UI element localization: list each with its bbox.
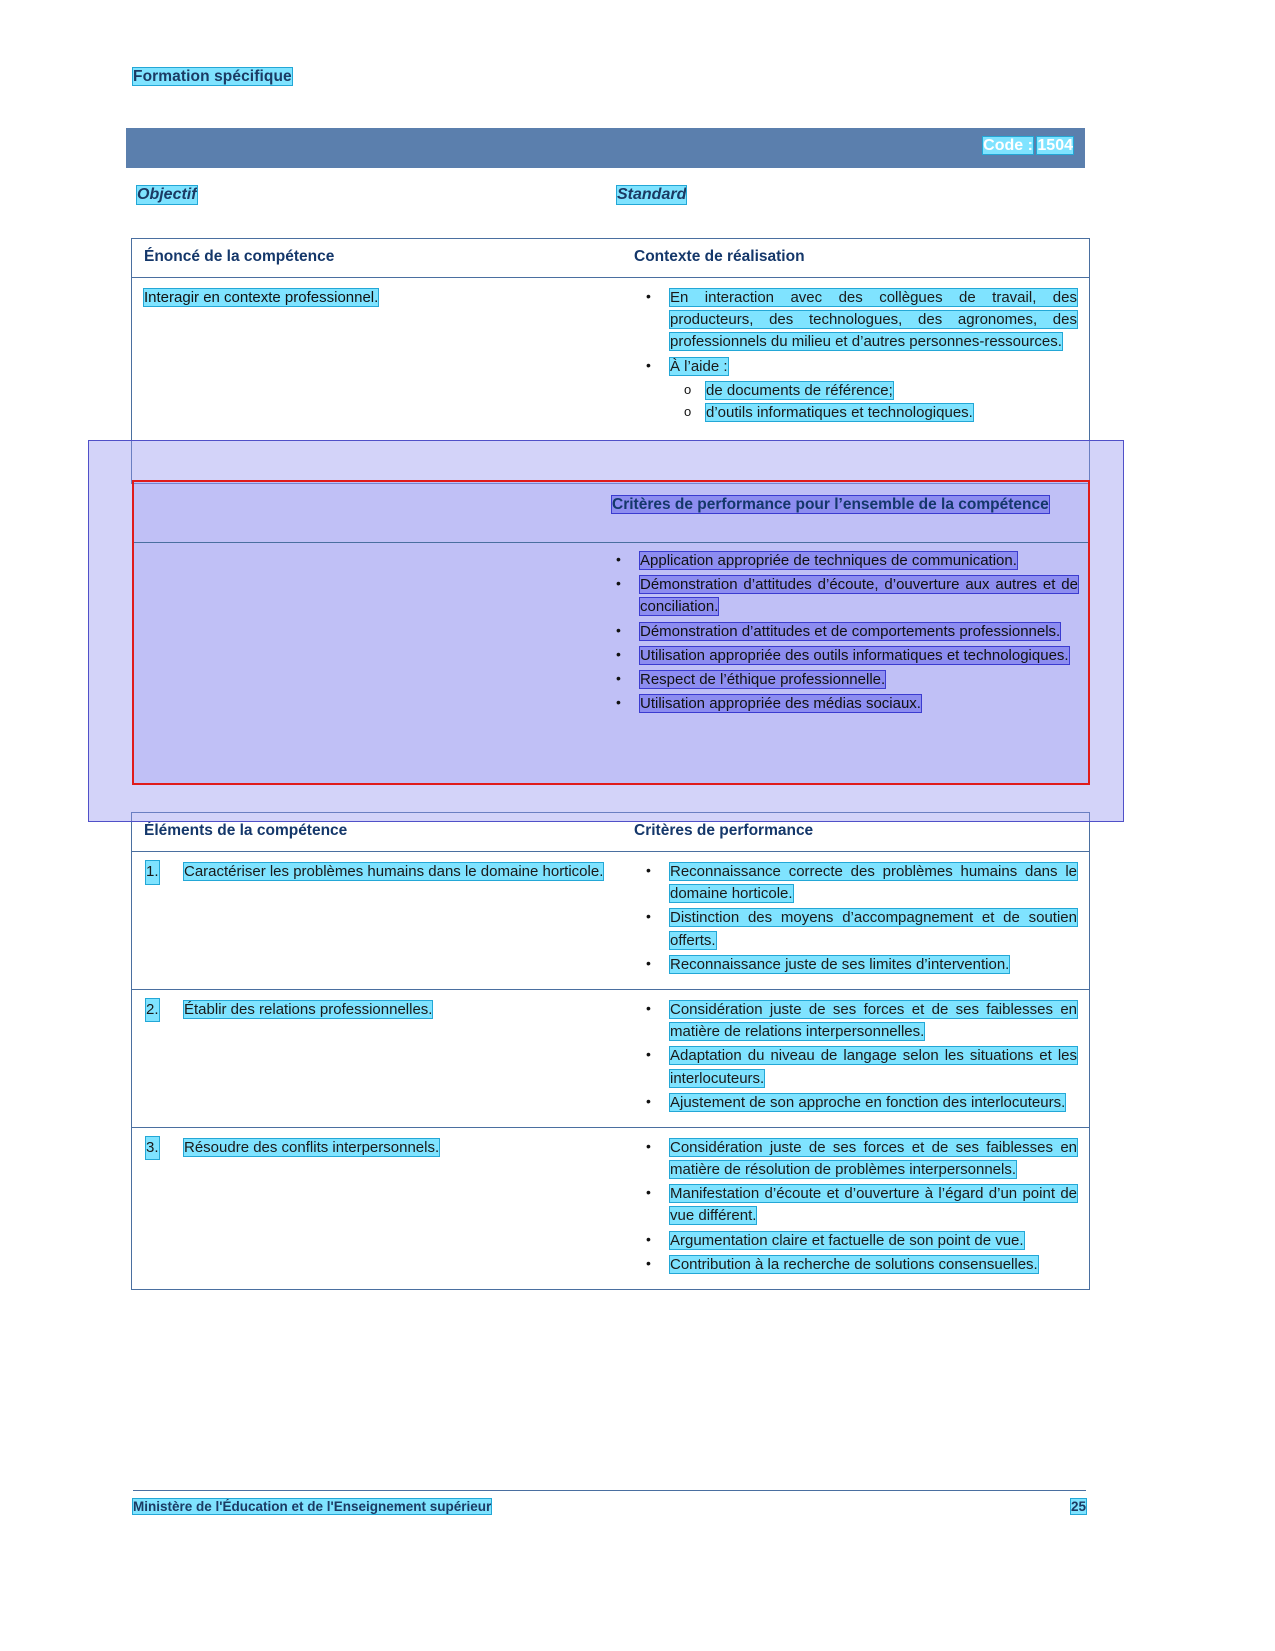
code-field <box>983 137 1073 155</box>
list-item <box>634 907 1077 951</box>
element-numbered-item <box>144 1137 612 1160</box>
list-item <box>604 550 1078 572</box>
contexte-item-1: En interaction avec des collègues de travail, des producteurs, des technologues, des agronomes, des professionnels du milieu et d’autres personnes-ressources. <box>670 289 1077 351</box>
table-row <box>132 1128 1089 1289</box>
criteria-3-3: Argumentation claire et factuelle de son point de vue. <box>670 1231 1024 1249</box>
list-item <box>144 999 612 1022</box>
element-text-3: Résoudre des conflits interpersonnels. <box>184 1138 440 1156</box>
list-item <box>634 1254 1077 1276</box>
list-item <box>634 1137 1077 1181</box>
criteria-list <box>634 999 1077 1114</box>
footer-ministry: Ministère de l'Éducation et de l'Enseignement supérieur <box>133 1499 492 1514</box>
element-number-3: 3. <box>146 1137 159 1160</box>
criteria-2-1: Considération juste de ses forces et de ses faiblesses en matière de relations interpersonnelles. <box>670 1000 1077 1041</box>
code-value: 1504 <box>1037 137 1073 154</box>
header-contexte-label: Contexte de réalisation <box>634 248 805 265</box>
list-item <box>634 999 1077 1043</box>
criteria-cell <box>624 1128 1089 1289</box>
list-item <box>634 1230 1077 1252</box>
page-footer <box>133 1499 1086 1514</box>
contexte-item-2: À l’aide : <box>670 357 728 375</box>
list-item <box>670 380 1077 402</box>
objectif-standard-row <box>137 186 1087 206</box>
table-header-row <box>132 239 1089 278</box>
criteria-2-3: Ajustement de son approche en fonction des interlocuteurs. <box>670 1093 1066 1111</box>
table-row <box>132 852 1089 990</box>
element-numbered-item <box>144 999 612 1022</box>
list-item <box>634 1092 1077 1114</box>
header-cell-contexte <box>624 239 1089 277</box>
list-item <box>604 693 1078 715</box>
table-row <box>132 990 1089 1128</box>
list-item <box>604 574 1078 618</box>
header-criteres-label: Critères de performance <box>634 822 814 839</box>
criteria-3-2: Manifestation d’écoute et d’ouverture à l’égard d’un point de vue différent. <box>670 1185 1077 1225</box>
selection-overlay <box>88 440 1124 822</box>
element-number-2: 2. <box>146 999 159 1022</box>
criteria-ensemble-list <box>604 550 1078 717</box>
divider <box>134 542 1088 543</box>
header-elements-label: Éléments de la compétence <box>144 822 348 839</box>
criteria-item-4: Utilisation appropriée des outils informatiques et technologiques. <box>640 646 1069 664</box>
criteria-ensemble-heading <box>612 493 1074 516</box>
criteria-1-1: Reconnaissance correcte des problèmes humains dans le domaine horticole. <box>670 863 1077 903</box>
element-numbered-item <box>144 861 612 884</box>
list-item <box>604 669 1078 691</box>
code-band <box>126 128 1085 168</box>
running-head <box>133 68 292 86</box>
list-item <box>144 1137 612 1160</box>
criteria-ensemble-heading-text: Critères de performance pour l’ensemble de la compétence <box>612 496 1049 513</box>
element-text-1: Caractériser les problèmes humains dans le domaine horticole. <box>184 863 604 880</box>
contexte-list <box>634 287 1077 424</box>
list-item <box>634 861 1077 905</box>
code-label: Code : <box>983 137 1033 154</box>
page-number: 25 <box>1070 1499 1086 1514</box>
list-item <box>144 861 612 884</box>
criteria-item-2: Démonstration d’attitudes d’écoute, d’ouverture aux autres et de conciliation. <box>640 576 1078 616</box>
contexte-subitem-2: d’outils informatiques et technologiques. <box>706 403 973 421</box>
criteria-item-6: Utilisation appropriée des médias sociaux. <box>640 695 921 713</box>
list-item <box>634 356 1077 425</box>
list-item <box>634 954 1077 976</box>
criteria-3-4: Contribution à la recherche de solutions consensuelles. <box>670 1255 1038 1273</box>
list-item <box>634 1183 1077 1227</box>
footer-divider <box>133 1490 1086 1491</box>
highlighted-region <box>132 480 1090 785</box>
criteria-1-2: Distinction des moyens d’accompagnement et de soutien offerts. <box>670 909 1077 949</box>
competence-statement-text: Interagir en contexte professionnel. <box>144 289 379 306</box>
criteria-cell <box>624 852 1089 989</box>
criteria-cell <box>624 990 1089 1127</box>
criteria-2-2: Adaptation du niveau de langage selon les situations et les interlocuteurs. <box>670 1047 1077 1087</box>
list-item <box>604 645 1078 667</box>
header-cell-enonce <box>132 239 624 277</box>
criteria-list <box>634 861 1077 976</box>
list-item <box>670 402 1077 424</box>
criteria-item-1: Application appropriée de techniques de communication. <box>640 552 1017 569</box>
list-item <box>634 287 1077 354</box>
criteria-1-3: Reconnaissance juste de ses limites d’intervention. <box>670 955 1010 973</box>
running-head-label: Formation spécifique <box>133 68 292 85</box>
contexte-sublist <box>670 380 1077 424</box>
element-cell <box>132 990 624 1127</box>
list-item <box>634 1045 1077 1089</box>
objectif-label: Objectif <box>137 186 197 203</box>
element-cell <box>132 852 624 989</box>
competence-statement <box>144 287 612 309</box>
criteria-item-3: Démonstration d’attitudes et de comportements professionnels. <box>640 622 1061 640</box>
contexte-subitem-1: de documents de référence; <box>706 381 893 399</box>
elements-criteria-table <box>131 812 1090 1290</box>
element-text-2: Établir des relations professionnelles. <box>184 1000 433 1018</box>
criteria-3-1: Considération juste de ses forces et de ses faiblesses en matière de résolution de problèmes interpersonnels. <box>670 1138 1077 1179</box>
standard-label: Standard <box>617 186 687 203</box>
list-item <box>604 621 1078 643</box>
criteria-item-5: Respect de l’éthique professionnelle. <box>640 670 886 688</box>
criteria-list <box>634 1137 1077 1276</box>
element-cell <box>132 1128 624 1289</box>
element-number-1: 1. <box>146 861 159 884</box>
header-enonce-label: Énoncé de la compétence <box>144 248 335 265</box>
